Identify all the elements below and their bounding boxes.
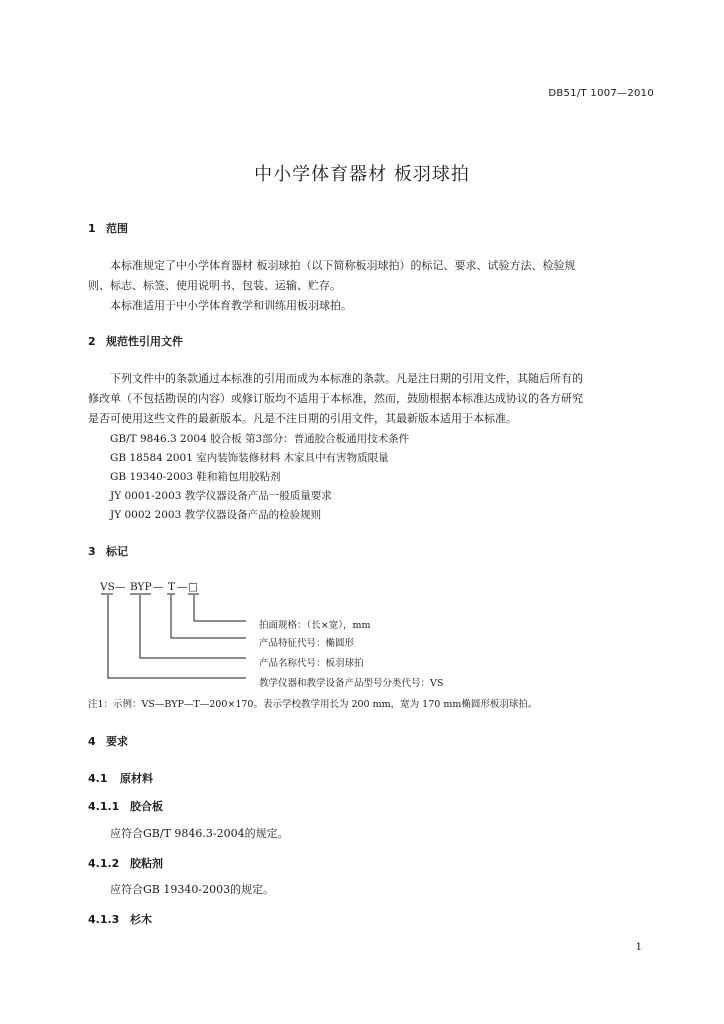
subsection-4-1-1-heading [88,798,163,814]
code-part-t: T [168,581,176,593]
leader-line-name [140,595,246,658]
code-part-size-box: □ [188,581,198,593]
page-number: 1 [635,942,642,953]
subsection-number: 4.1.3 [88,913,120,926]
subsection-title: 杉木 [130,913,152,926]
reference-item: JY 0002 2003 教学仪器设备产品的检验规则 [110,509,322,521]
section-title: 要求 [106,735,128,748]
subsection-4-1-2-text: 应符合GB 19340-2003的规定。 [110,883,275,896]
diagram-label-name: 产品名称代号：板羽球拍 [259,658,364,669]
section-2-heading [88,333,183,349]
code-dash: — [115,581,126,593]
reference-item: GB/T 9846.3 2004 胶合板 第3部分：普通胶合板通用技术条件 [110,433,410,445]
subsection-number: 4.1 [88,772,108,785]
subsection-number: 4.1.2 [88,857,120,870]
example-note: 注1：示例：VS—BYP—T—200×170。表示学校教学用长为 200 mm，宽为 170 mm椭圆形板羽球拍。 [88,699,538,710]
code-part-byp: BYP [130,581,152,593]
reference-item: JY 0001-2003 教学仪器设备产品一般质量要求 [110,490,332,502]
section-2-body [88,369,656,429]
subsection-4-1-heading [88,770,153,786]
section-1-heading [88,220,128,236]
paragraph-line: 是否可使用这些文件的最新版本。凡是不注日期的引用文件，其最新版本适用于本标准。 [88,412,517,425]
section-title: 标记 [106,545,128,558]
subsection-4-1-1-text: 应符合GB/T 9846.3-2004的规定。 [110,827,289,840]
diagram-label-feature: 产品特征代号：椭圆形 [259,638,355,649]
leader-line-size [194,595,246,621]
section-4-heading [88,733,128,749]
paragraph-line: 本标准规定了中小学体育器材 板羽球拍（以下简称板羽球拍）的标记、要求、试验方法、检验规 [110,259,576,272]
code-dash: — [153,581,164,593]
section-number: 1 [88,222,96,235]
leader-line-class [108,595,246,678]
subsection-4-1-3-heading [88,911,152,927]
section-number: 2 [88,335,96,348]
section-number: 4 [88,735,96,748]
paragraph-line: 下列文件中的条款通过本标准的引用而成为本标准的条款。凡是注日期的引用文件，其随后所有的 [110,372,583,385]
document-title: 中小学体育器材 板羽球拍 [254,164,470,185]
subsection-title: 原材料 [120,772,153,785]
code-dash: — [177,581,188,593]
leader-line-feature [171,595,246,638]
document-code: DB51/T 1007—2010 [548,88,654,99]
subsection-4-1-2-heading [88,855,163,871]
subsection-title: 胶粘剂 [130,857,163,870]
diagram-label-size: 拍面规格：（长×宽），mm [259,620,371,631]
subsection-title: 胶合板 [130,800,163,813]
diagram-label-class: 教学仪器和教学设备产品型号分类代号：VS [259,678,444,689]
subsection-number: 4.1.1 [88,800,120,813]
paragraph-line: 则、标志、标签、使用说明书、包装、运输、贮存。 [88,279,341,292]
reference-item: GB 18584 2001 室内装饰装修材料 木家具中有害物质限量 [110,452,389,464]
code-part-vs: VS [100,581,115,593]
section-title: 规范性引用文件 [106,335,183,348]
section-3-heading [88,543,128,559]
section-1-body [88,256,656,316]
section-number: 3 [88,545,96,558]
paragraph-line: 修改单（不包括勘误的内容）或修订版均不适用于本标准，然而，鼓励根据本标准达成协议的各方研究 [88,392,583,405]
reference-item: GB 19340-2003 鞋和箱包用胶粘剂 [110,471,281,483]
section-title: 范围 [106,222,128,235]
paragraph-line: 本标准适用于中小学体育教学和训练用板羽球拍。 [110,299,352,312]
